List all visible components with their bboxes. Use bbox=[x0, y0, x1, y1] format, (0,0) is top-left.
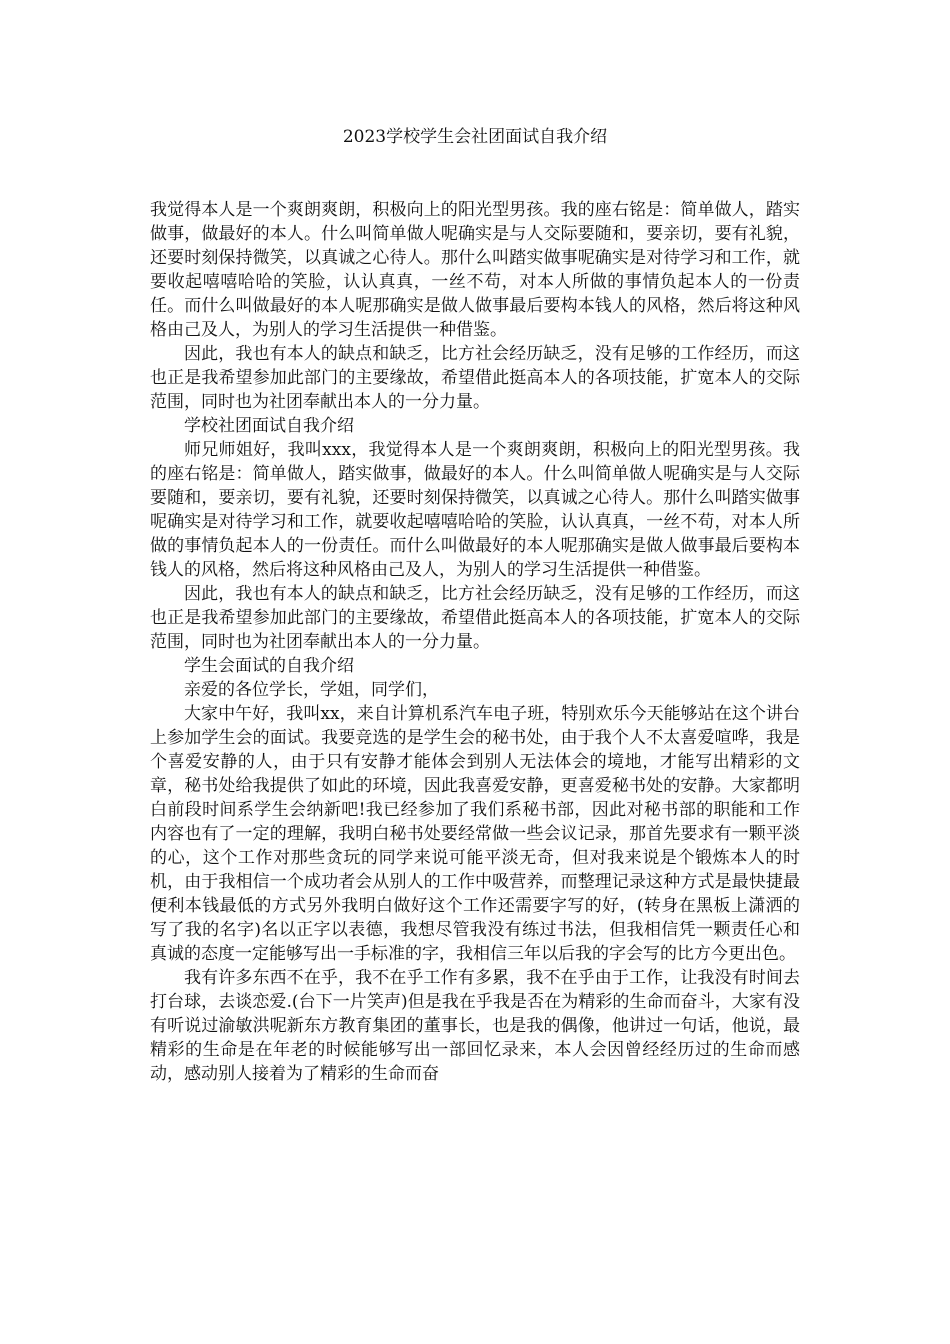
paragraph: 因此，我也有本人的缺点和缺乏，比方社会经历缺乏，没有足够的工作经历，而这也正是我希望参加此部门的主要缘故，希望借此挺高本人的各项技能，扩宽本人的交际范围，同时也为社团奉献出本人的一分力量。 bbox=[150, 344, 800, 412]
section-heading: 学生会面试的自我介绍 bbox=[184, 656, 354, 676]
paragraph: 我有许多东西不在乎，我不在乎工作有多累，我不在乎由于工作，让我没有时间去打台球，去谈恋爱.(台下一片笑声)但是我在乎我是否在为精彩的生命而奋斗，大家有没有听说过渝敏洪呢新东方教育集团的董事长，也是我的偶像，他讲过一句话，他说，最精彩的生命是在年老的时候能够写出一部回忆录来，本人会因曾经经历过的生命而感动，感动别人接着为了精彩的生命而奋 bbox=[150, 968, 800, 1084]
paragraph: 我觉得本人是一个爽朗爽朗，积极向上的阳光型男孩。我的座右铭是：简单做人，踏实做事，做最好的本人。什么叫简单做人呢确实是与人交际要随和，要亲切，要有礼貌，还要时刻保持微笑，以真诚之心待人。那什么叫踏实做事呢确实是对待学习和工作，就要收起嘻嘻哈哈的笑脸，认认真真，一丝不苟，对本人所做的事情负起本人的一份责任。而什么叫做最好的本人呢那确实是做人做事最后要构本钱人的风格，然后将这种风格由己及人，为别人的学习生活提供一种借鉴。 bbox=[150, 200, 800, 340]
greeting: 亲爱的各位学长，学姐，同学们， bbox=[184, 680, 439, 700]
document-body bbox=[150, 198, 800, 1086]
paragraph: 大家中午好，我叫xx，来自计算机系汽车电子班，特别欢乐今天能够站在这个讲台上参加学生会的面试。我要竞选的是学生会的秘书处，由于我个人不太喜爱喧哗，我是个喜爱安静的人，由于只有安静才能体会到别人无法体会的境地，才能写出精彩的文章，秘书处给我提供了如此的环境，因此我喜爱安静，更喜爱秘书处的安静。大家都明白前段时间系学生会纳新吧!我已经参加了我们系秘书部，因此对秘书部的职能和工作内容也有了一定的理解，我明白秘书处要经常做一些会议记录，那首先要求有一颗平淡的心，这个工作对那些贪玩的同学来说可能平淡无奇，但对我来说是个锻炼本人的时机，由于我相信一个成功者会从别人的工作中吸营养，而整理记录这种方式是最快捷最便利本钱最低的方式另外我明白做好这个工作还需要字写的好，(转身在黑板上潇洒的写了我的名字)名以正字以表德，我想尽管我没有练过书法，但我相信凭一颗责任心和真诚的态度一定能够写出一手标准的字，我相信三年以后我的字会写的比方今更出色。 bbox=[150, 704, 800, 964]
section-heading: 学校社团面试自我介绍 bbox=[184, 416, 354, 436]
paragraph: 因此，我也有本人的缺点和缺乏，比方社会经历缺乏，没有足够的工作经历，而这也正是我希望参加此部门的主要缘故，希望借此挺高本人的各项技能，扩宽本人的交际范围，同时也为社团奉献出本人的一分力量。 bbox=[150, 584, 800, 652]
paragraph: 师兄师姐好，我叫xxx，我觉得本人是一个爽朗爽朗，积极向上的阳光型男孩。我的座右铭是：简单做人，踏实做事，做最好的本人。什么叫简单做人呢确实是与人交际要随和，要亲切，要有礼貌，还要时刻保持微笑，以真诚之心待人。那什么叫踏实做事呢确实是对待学习和工作，就要收起嘻嘻哈哈的笑脸，认认真真，一丝不苟，对本人所做的事情负起本人的一份责任。而什么叫做最好的本人呢那确实是做人做事最后要构本钱人的风格，然后将这种风格由己及人，为别人的学习生活提供一种借鉴。 bbox=[150, 440, 800, 580]
document-title: 2023学校学生会社团面试自我介绍 bbox=[342, 127, 608, 147]
